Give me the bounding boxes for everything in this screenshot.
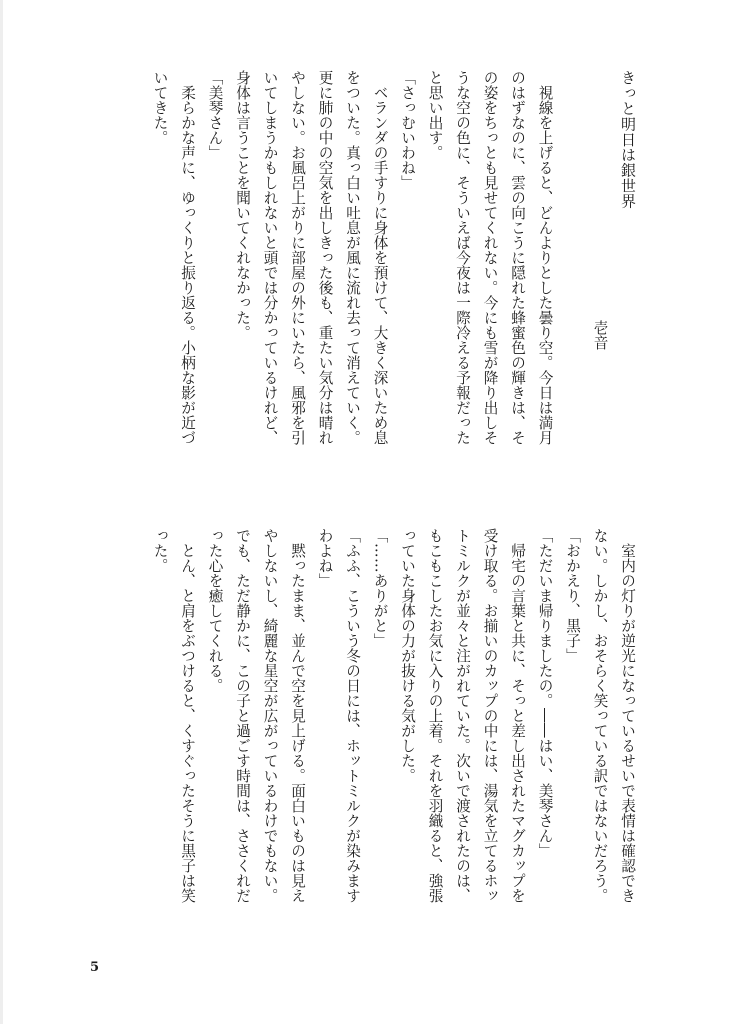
text-line: 帰宅の言葉と共に、そっと差し出されたマグカップを: [509, 542, 526, 903]
text-line: 「さっむいわね」: [399, 70, 416, 190]
text-line: の姿をちっとも見せてくれない。今にも雪が降り出しそ: [481, 70, 499, 445]
text-line: っていた身体の力が抜ける気がした。: [399, 528, 416, 783]
text-line: った心を癒してくれる。: [206, 528, 224, 693]
text-line: わよね」: [316, 528, 334, 588]
text-line: 黙ったまま、並んで空を見上げる。面白いものは見え: [289, 542, 306, 903]
text-line: やしないし、綺麗な星空が広がっているわけでもない。: [261, 528, 279, 903]
text-line: いてきた。: [151, 70, 169, 145]
text-line: 視線を上げると、どんよりとした曇り空。今日は満月: [536, 84, 554, 445]
text-line: 「……ありがと」: [371, 528, 389, 648]
text-line: やしない。お風呂上がりに部屋の外にいたら、風邪を引: [289, 70, 306, 445]
story-author: 壱音: [591, 320, 609, 350]
text-line: 「ふふ、こういう冬の日には、ホットミルクが染みます: [344, 528, 361, 903]
text-line: とん、と肩をぶつけると、くすぐったそうに黒子は笑: [179, 542, 196, 903]
text-line: いてしまうかもしれないと頭では分かっているけれど、: [261, 70, 279, 445]
text-block-top: [146, 70, 641, 470]
story-title: きっと明日は銀世界: [619, 70, 637, 209]
page-edge: [0, 0, 3, 1024]
text-line: 「おかえり、黒子」: [564, 528, 581, 663]
text-line: 室内の灯りが逆光になっているせいで表情は確認でき: [619, 542, 636, 903]
page-number: 5: [90, 960, 100, 975]
text-line: トミルクが並々と注がれていた。次いで渡されたのは、: [454, 528, 471, 903]
text-line: ベランダの手すりに身体を預けて、大きく深いため息: [371, 84, 389, 445]
text-line: をついた。真っ白い吐息が風に流れ去って消えていく。: [344, 70, 361, 445]
text-block-bottom: [146, 528, 641, 928]
text-line: 「ただいま帰りましたの。――はい、美琴さん」: [536, 528, 554, 858]
text-line: った。: [151, 528, 169, 573]
text-line: うな空の色に、そういえば今夜は一際冷える予報だった: [454, 70, 471, 445]
text-line: 柔らかな声に、ゆっくりと振り返る。小柄な影が近づ: [179, 84, 196, 445]
text-line: 身体は言うことを聞いてくれなかった。: [234, 70, 251, 340]
text-line: 更に肺の中の空気を出しきった後も、重たい気分は晴れ: [316, 70, 334, 445]
text-line: でも、ただ静かに、この子と過ごす時間は、ささくれだ: [234, 528, 251, 903]
text-line: 受け取る。お揃いのカップの中には、湯気を立てるホッ: [481, 528, 499, 903]
text-line: もこもこしたお気に入りの上着。それを羽織ると、強張: [426, 528, 444, 903]
text-line: ない。しかし、おそらく笑っている訳ではないだろう。: [591, 528, 609, 903]
text-line: と思い出す。: [426, 70, 444, 160]
text-line: 「美琴さん」: [206, 70, 224, 160]
text-line: のはずなのに、雲の向こうに隠れた蜂蜜色の輝きは、そ: [509, 70, 526, 445]
